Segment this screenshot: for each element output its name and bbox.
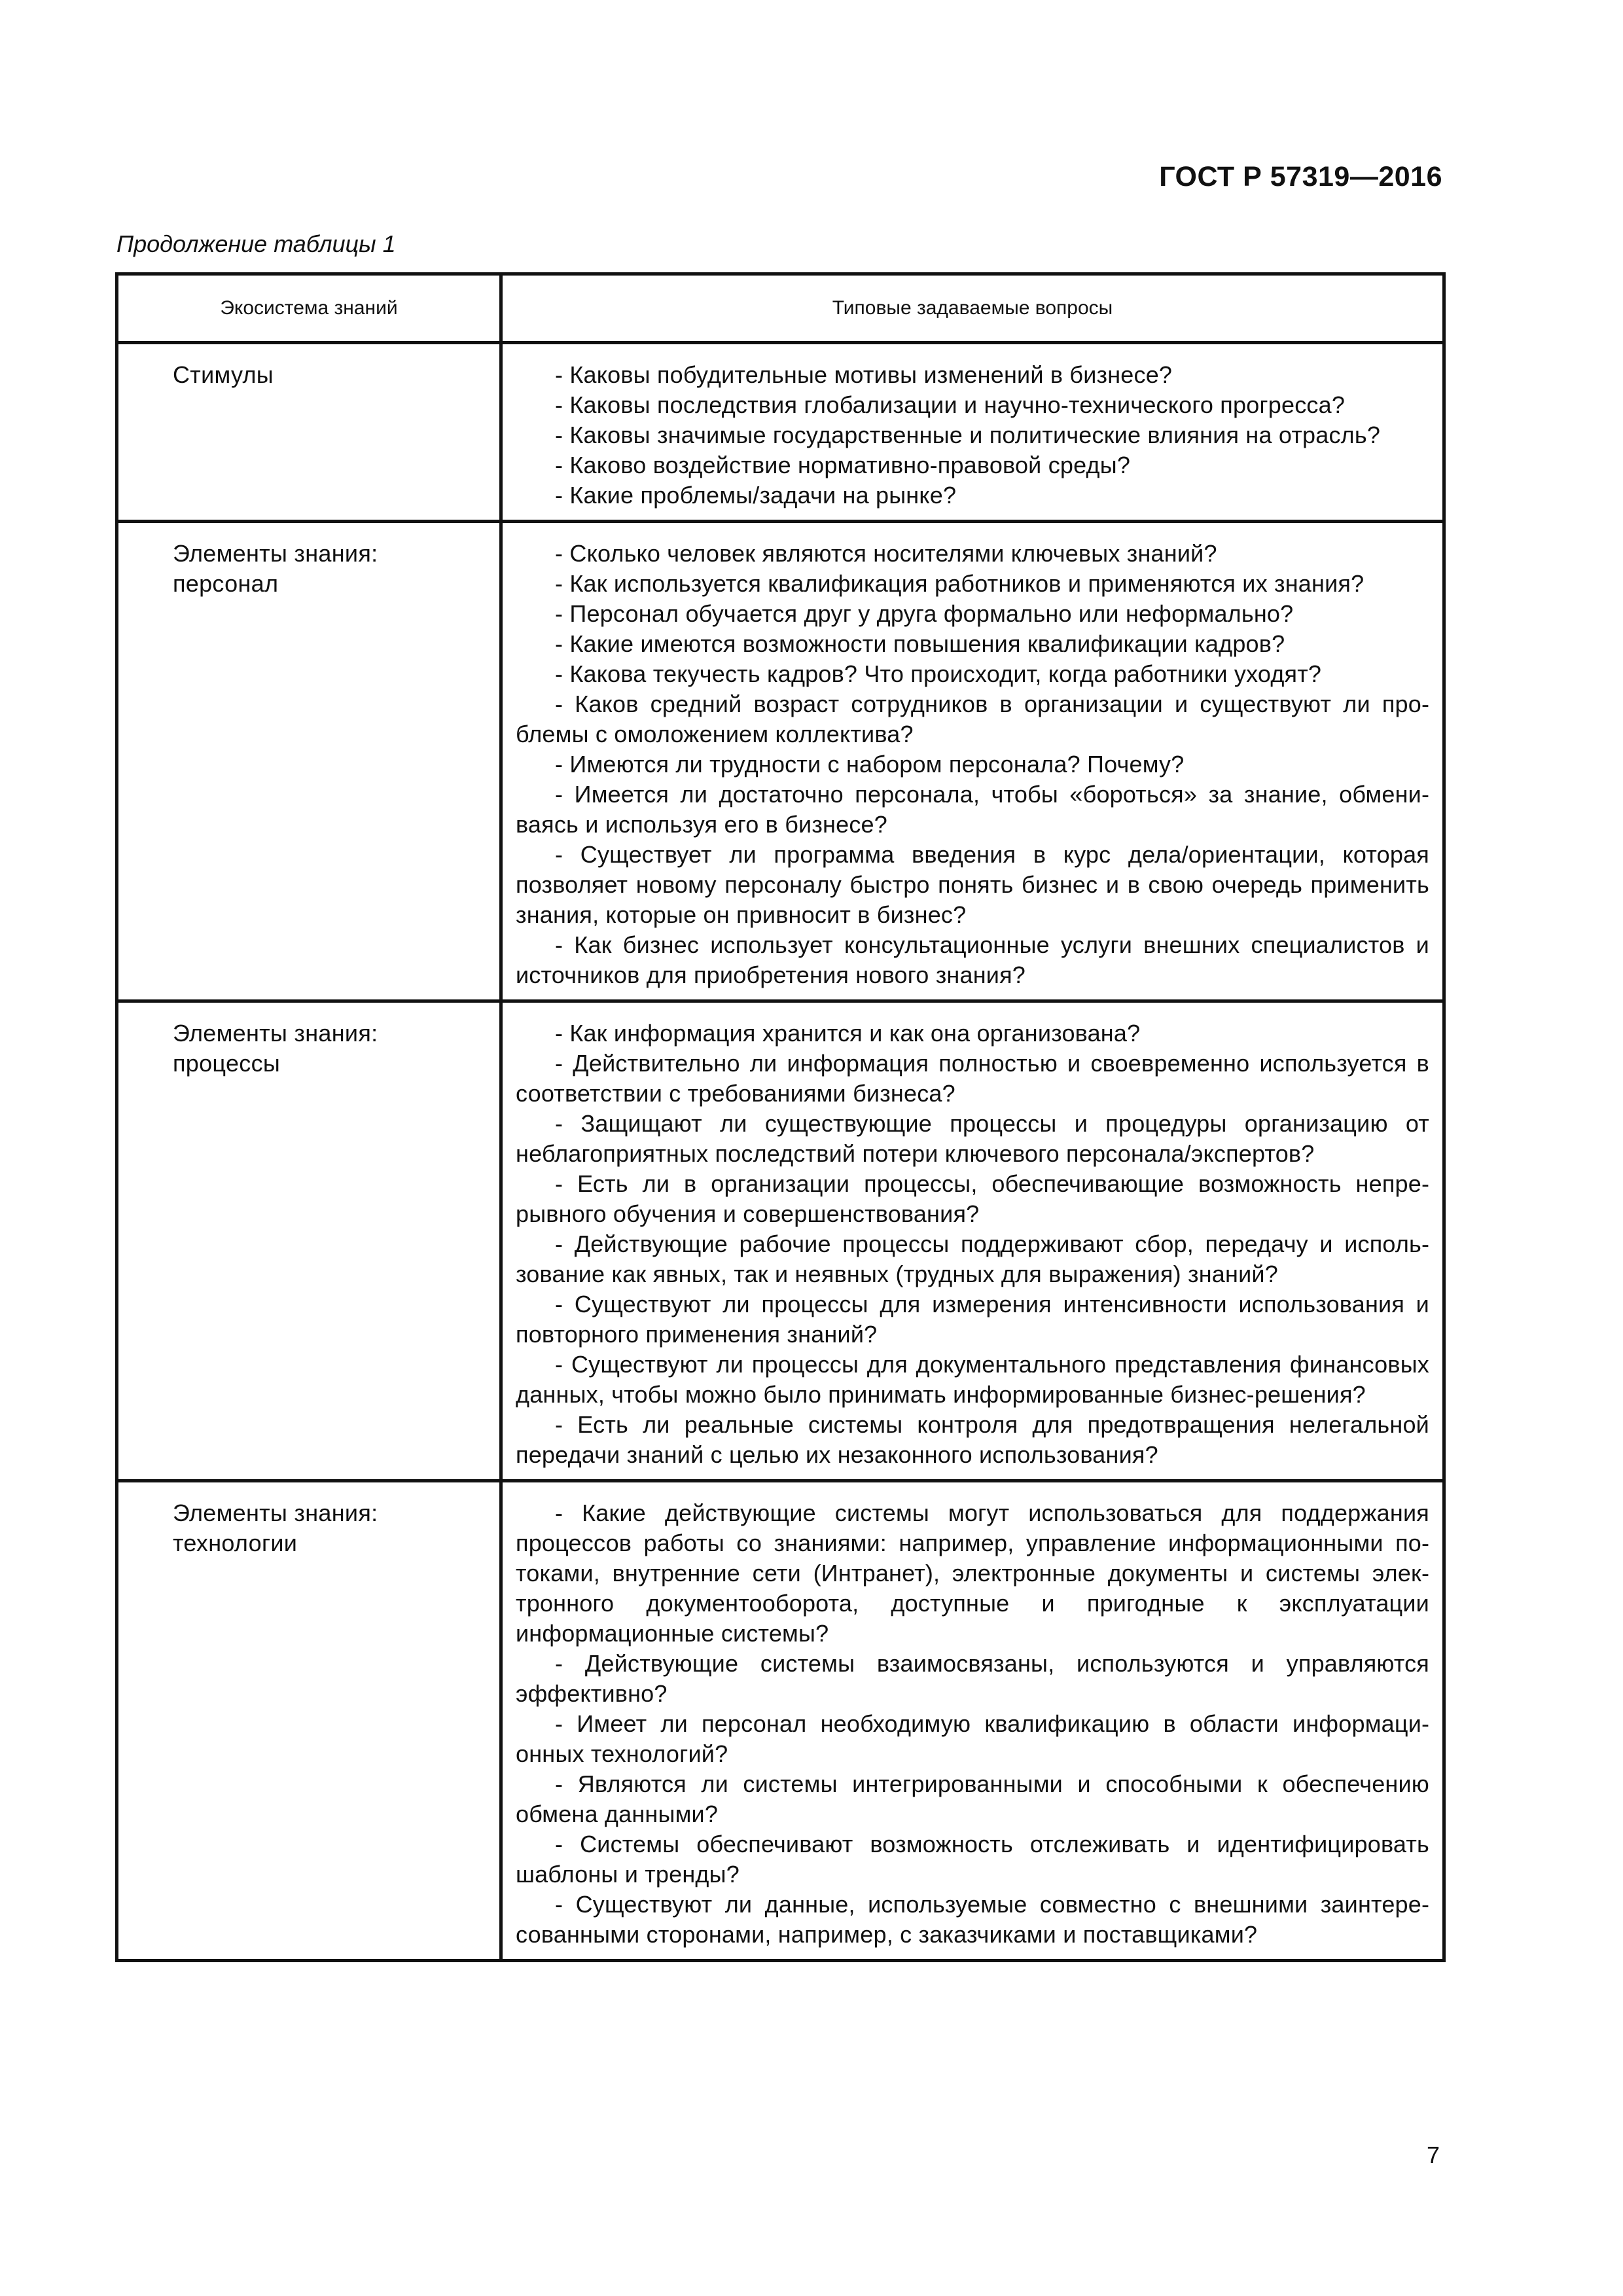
- row-category: Стимулы: [117, 343, 501, 522]
- question-item: - Являются ли системы интегрированными и способными к обеспечению обмена данными?: [516, 1770, 1429, 1827]
- question-item: - Как используется квалификация работников и применяются их знания?: [555, 570, 1364, 597]
- page-number: 7: [1426, 2142, 1440, 2168]
- question-item: - Как информация хранится и как она организована?: [555, 1020, 1141, 1047]
- question-item: - Есть ли реальные системы контроля для предотвращения нелегальной передачи знаний с целью их незаконного использования?: [516, 1411, 1429, 1468]
- row-questions: [501, 1001, 1444, 1481]
- ecosystem-table: [115, 272, 1446, 1962]
- question-item: - Каков средний возраст сотрудников в организации и существуют ли проблемы с омоложением коллектива?: [516, 691, 1429, 747]
- table-row: [117, 522, 1444, 1001]
- question-item: - Существует ли программа введения в курс дела/ориентации, которая позволяет новому персоналу быстро понять бизнес и в свою очередь применить знания, которые он привносит в бизнес?: [516, 841, 1429, 928]
- question-item: - Действующие рабочие процессы поддерживают сбор, передачу и использование как явных, так и неявных (трудных для выражения) знаний?: [516, 1230, 1429, 1287]
- question-item: - Имеются ли трудности с набором персонала? Почему?: [555, 751, 1185, 778]
- table-header-row: [117, 274, 1444, 343]
- row-questions: [501, 522, 1444, 1001]
- question-item: - Каковы последствия глобализации и научно-технического прогресса?: [555, 391, 1346, 418]
- question-item: - Каково воздействие нормативно-правовой среды?: [555, 452, 1131, 478]
- document-code: ГОСТ Р 57319—2016: [1159, 161, 1442, 192]
- question-item: - Какие имеются возможности повышения квалификации кадров?: [555, 630, 1285, 657]
- question-item: - Действительно ли информация полностью и своевременно используется в соответствии с требованиями бизнеса?: [516, 1050, 1429, 1107]
- table-row: [117, 1481, 1444, 1961]
- question-item: - Сколько человек являются носителями ключевых знаний?: [555, 540, 1217, 567]
- question-item: - Действующие системы взаимосвязаны, используются и управляются эффективно?: [516, 1650, 1429, 1707]
- row-category: Элементы знания: процессы: [117, 1001, 501, 1481]
- question-item: - Какие проблемы/задачи на рынке?: [555, 482, 957, 509]
- row-questions: [501, 1481, 1444, 1961]
- question-item: - Каковы значимые государственные и политические влияния на отрасль?: [555, 422, 1381, 448]
- question-item: - Какова текучесть кадров? Что происходит, когда работники уходят?: [555, 660, 1322, 687]
- question-item: - Существуют ли процессы для документального представления финансовых данных, чтобы можно было принимать информированные бизнес-решения?: [516, 1351, 1429, 1408]
- question-item: - Существуют ли данные, используемые совместно с внешними заинтересованными сторонами, например, с заказчиками и поставщиками?: [516, 1891, 1429, 1948]
- row-questions: [501, 343, 1444, 522]
- question-item: - Как бизнес использует консультационные услуги внешних специалистов и источников для приобретения нового знания?: [516, 931, 1429, 988]
- table-row: [117, 343, 1444, 522]
- column-header-questions: Типовые задаваемые вопросы: [501, 274, 1444, 343]
- question-item: - Имеет ли персонал необходимую квалификацию в области информационных технологий?: [516, 1710, 1429, 1767]
- question-item: - Существуют ли процессы для измерения интенсивности использования и повторного применения знаний?: [516, 1291, 1429, 1348]
- question-item: - Защищают ли существующие процессы и процедуры организацию от неблагоприятных последствий потери ключевого персонала/экспертов?: [516, 1110, 1429, 1167]
- row-category: Элементы знания: технологии: [117, 1481, 501, 1961]
- question-item: - Какие действующие системы могут использоваться для поддержания процессов работы со знаниями: например, управление информационными потоками, внутренние сети (Интранет), электронные документы и системы электронного документооборота, доступные и пригодные к эксплуатации информационные системы?: [516, 1499, 1429, 1647]
- question-item: - Персонал обучается друг у друга формально или неформально?: [555, 600, 1294, 627]
- column-header-ecosystem: Экосистема знаний: [117, 274, 501, 343]
- question-item: - Системы обеспечивают возможность отслеживать и идентифицировать шаблоны и тренды?: [516, 1831, 1429, 1888]
- row-category: Элементы знания: персонал: [117, 522, 501, 1001]
- table-row: [117, 1001, 1444, 1481]
- question-item: - Каковы побудительные мотивы изменений в бизнесе?: [555, 361, 1173, 388]
- question-item: - Есть ли в организации процессы, обеспечивающие возможность непрерывного обучения и совершенствования?: [516, 1170, 1429, 1227]
- table-caption: Продолжение таблицы 1: [116, 230, 396, 257]
- question-item: - Имеется ли достаточно персонала, чтобы «бороться» за знание, обмениваясь и используя его в бизнесе?: [516, 781, 1429, 838]
